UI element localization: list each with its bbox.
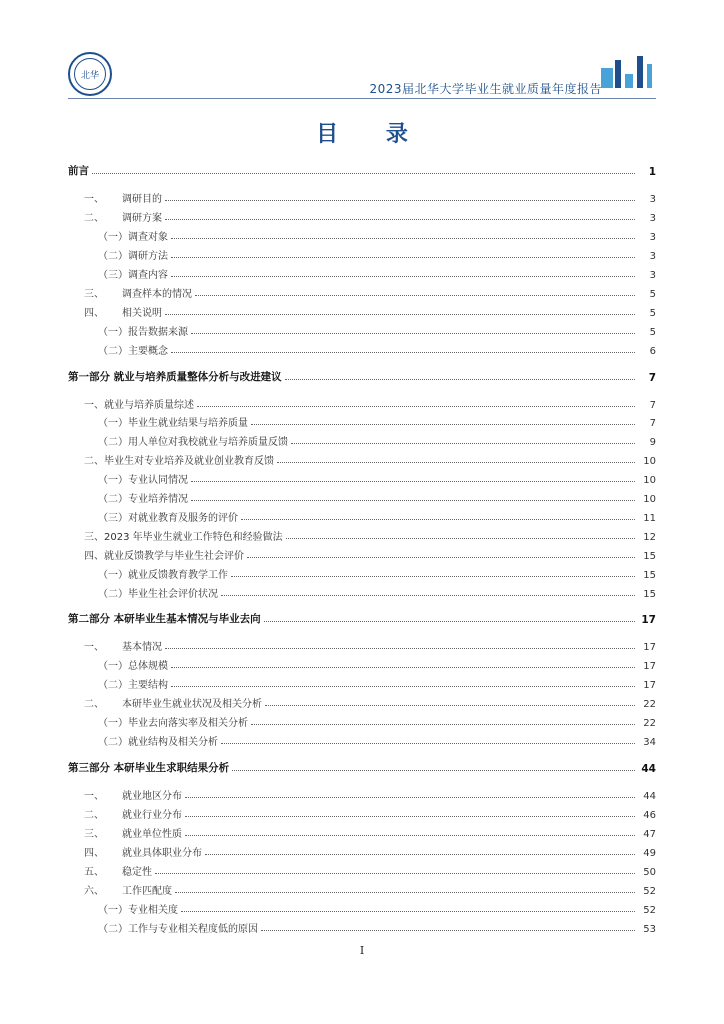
toc-entry-title <box>98 247 168 262</box>
toc-entry[interactable] <box>68 225 656 243</box>
toc-entry-label: （一）毕业生就业结果与培养质量 <box>98 418 248 429</box>
toc-entry-page: 1 <box>648 166 656 178</box>
toc-entry-number: 二、 <box>84 213 104 224</box>
toc-entry-page: 10 <box>643 494 656 505</box>
toc-entry-page: 9 <box>649 437 656 448</box>
toc-entry-label: 一、就业与培养质量综述 <box>84 400 194 411</box>
toc-entry-title <box>84 304 162 319</box>
toc-entry-label: （三）调查内容 <box>98 270 168 281</box>
toc-entry-label: （一）报告数据来源 <box>98 327 188 338</box>
toc-entry-title <box>84 806 182 821</box>
toc-leader-dots <box>241 518 635 520</box>
toc-entry-title <box>84 285 192 300</box>
toc-leader-dots <box>265 704 635 706</box>
toc-leader-dots <box>165 313 635 315</box>
toc-entry-page: 44 <box>641 763 656 775</box>
toc-leader-dots <box>247 556 635 558</box>
toc-entry-page: 3 <box>649 232 656 243</box>
toc-entry[interactable] <box>68 339 656 357</box>
toc-entry-title <box>98 657 168 672</box>
toc-entry-page: 17 <box>643 642 656 653</box>
toc-entry-title <box>84 882 172 897</box>
toc-entry-label: 三、2023 年毕业生就业工作特色和经验做法 <box>84 532 283 543</box>
toc-entry[interactable] <box>68 582 656 600</box>
logo-seal-icon: 北华 <box>74 58 106 90</box>
toc-entry-title <box>98 433 288 448</box>
toc-entry-page: 52 <box>643 886 656 897</box>
toc-leader-dots <box>251 423 635 425</box>
toc-entry-title <box>84 787 182 802</box>
toc-entry[interactable] <box>68 730 656 748</box>
report-header-title: 2023届北华大学毕业生就业质量年度报告 <box>369 82 602 96</box>
toc-entry-page: 10 <box>643 475 656 486</box>
toc-entry-number: 六、 <box>84 886 104 897</box>
toc-entry-page: 5 <box>649 327 656 338</box>
toc-entry-label: 调研方案 <box>122 213 162 224</box>
toc-entry-title <box>98 714 248 729</box>
university-logo <box>68 52 112 96</box>
toc-entry-title <box>98 228 168 243</box>
toc-leader-dots <box>232 769 635 771</box>
toc-entry-page: 7 <box>649 400 656 411</box>
toc-entry-page: 50 <box>643 867 656 878</box>
toc-entry-title <box>68 163 89 178</box>
toc-entry-title <box>84 863 152 878</box>
toc-leader-dots <box>264 620 635 622</box>
toc-entry-number: 三、 <box>84 829 104 840</box>
header-divider <box>68 98 656 99</box>
toc-entry-number: 一、 <box>84 642 104 653</box>
toc-entry-page: 17 <box>643 661 656 672</box>
toc-entry-label: 前言 <box>68 165 89 177</box>
toc-entry-label: （二）调研方法 <box>98 251 168 262</box>
toc-entry-label: （一）毕业去向落实率及相关分析 <box>98 718 248 729</box>
toc-leader-dots <box>165 218 635 220</box>
toc-entry-label: （三）对就业教育及服务的评价 <box>98 513 238 524</box>
toc-leader-dots <box>221 594 635 596</box>
toc-entry[interactable] <box>68 711 656 729</box>
toc-entry-page: 52 <box>643 905 656 916</box>
toc-leader-dots <box>185 796 635 798</box>
toc-entry[interactable] <box>68 841 656 859</box>
toc-entry-title <box>98 585 218 600</box>
toc-entry-number: 三、 <box>84 289 104 300</box>
toc-entry-number: 二、 <box>84 810 104 821</box>
toc-leader-dots <box>205 853 635 855</box>
toc-entry[interactable] <box>68 635 656 653</box>
toc-entry-label: （二）主要概念 <box>98 346 168 357</box>
toc-entry-page: 7 <box>648 372 656 384</box>
toc-entry-title <box>98 733 218 748</box>
toc-entry-label: 稳定性 <box>122 867 152 878</box>
toc-entry-page: 46 <box>643 810 656 821</box>
toc-entry-page: 5 <box>649 308 656 319</box>
toc-entry-label: 相关说明 <box>122 308 162 319</box>
toc-leader-dots <box>285 378 635 380</box>
toc-entry[interactable] <box>68 366 656 384</box>
toc-entry-title <box>98 920 258 935</box>
toc-entry-label: 二、毕业生对专业培养及就业创业教育反馈 <box>84 456 274 467</box>
toc-entry[interactable] <box>68 468 656 486</box>
toc-leader-dots <box>181 910 635 912</box>
toc-entry-page: 22 <box>643 699 656 710</box>
toc-entry-page: 12 <box>643 532 656 543</box>
toc-entry-label: （二）毕业生社会评价状况 <box>98 589 218 600</box>
toc-entry-page: 15 <box>643 551 656 562</box>
toc-entry-title <box>98 266 168 281</box>
toc-entry-title <box>68 760 229 775</box>
toc-entry-label: （二）主要结构 <box>98 680 168 691</box>
toc-entry[interactable] <box>68 320 656 338</box>
toc-entry-title <box>98 471 188 486</box>
toc-leader-dots <box>231 575 635 577</box>
toc-entry-page: 3 <box>649 251 656 262</box>
toc-entry-page: 47 <box>643 829 656 840</box>
toc-entry-label: （一）专业认同情况 <box>98 475 188 486</box>
toc-entry-label: 就业具体职业分布 <box>122 848 202 859</box>
brand-mark-icon <box>599 52 655 92</box>
toc-entry-number: 一、 <box>84 194 104 205</box>
toc-leader-dots <box>92 172 635 174</box>
toc-leader-dots <box>185 815 635 817</box>
toc-leader-dots <box>185 834 635 836</box>
toc-leader-dots <box>191 332 635 334</box>
toc-entry[interactable] <box>68 654 656 672</box>
toc-entry-label: 就业行业分布 <box>122 810 182 821</box>
toc-leader-dots <box>195 294 635 296</box>
toc-entry[interactable] <box>68 263 656 281</box>
toc-entry-page: 3 <box>649 194 656 205</box>
toc-entry-page: 6 <box>649 346 656 357</box>
toc-entry[interactable] <box>68 757 656 775</box>
toc-entry-label: （二）用人单位对我校就业与培养质量反馈 <box>98 437 288 448</box>
toc-entry-label: （一）总体规模 <box>98 661 168 672</box>
toc-entry[interactable] <box>68 898 656 916</box>
toc-entry-label: 调研目的 <box>122 194 162 205</box>
toc-entry-page: 15 <box>643 589 656 600</box>
toc-leader-dots <box>171 256 635 258</box>
toc-leader-dots <box>277 461 635 463</box>
toc-leader-dots <box>175 891 635 893</box>
toc-entry-page: 44 <box>643 791 656 802</box>
toc-leader-dots <box>165 199 635 201</box>
toc-entry[interactable] <box>68 487 656 505</box>
toc-entry-label: （一）调查对象 <box>98 232 168 243</box>
toc-leader-dots <box>171 275 635 277</box>
toc-entry-number: 五、 <box>84 867 104 878</box>
toc-leader-dots <box>191 499 635 501</box>
toc-entry-page: 5 <box>649 289 656 300</box>
toc-entry-title <box>84 695 262 710</box>
toc-entry[interactable] <box>68 525 656 543</box>
toc-entry[interactable] <box>68 860 656 878</box>
toc-entry-page: 10 <box>643 456 656 467</box>
page-header <box>0 0 724 104</box>
toc-entry[interactable] <box>68 608 656 626</box>
toc-entry-title <box>68 611 261 626</box>
toc-entry-page: 49 <box>643 848 656 859</box>
toc-entry-label: 调查样本的情况 <box>122 289 192 300</box>
toc-entry[interactable] <box>68 879 656 897</box>
toc-entry-label: 就业地区分布 <box>122 791 182 802</box>
toc-entry-number: 四、 <box>84 848 104 859</box>
toc-leader-dots <box>197 405 635 407</box>
toc-entry-title <box>84 547 244 562</box>
toc-entry-title <box>98 509 238 524</box>
page-number: I <box>359 944 365 957</box>
toc-entry-title <box>68 369 282 384</box>
toc-entry[interactable] <box>68 784 656 802</box>
toc-entry[interactable] <box>68 411 656 429</box>
toc-entry[interactable] <box>68 206 656 224</box>
toc-entry[interactable] <box>68 244 656 262</box>
toc-entry-label: 本研毕业生就业状况及相关分析 <box>122 699 262 710</box>
toc-entry-number: 二、 <box>84 699 104 710</box>
toc-entry-title <box>84 528 283 543</box>
toc-entry[interactable] <box>68 803 656 821</box>
toc-entry-label: 第三部分 本研毕业生求职结果分析 <box>68 762 230 774</box>
toc-entry[interactable] <box>68 822 656 840</box>
toc-leader-dots <box>251 723 635 725</box>
toc-entry-title <box>84 190 162 205</box>
toc-entry[interactable] <box>68 917 656 935</box>
toc-entry-title <box>84 396 194 411</box>
toc-entry-label: 基本情况 <box>122 642 162 653</box>
toc-entry[interactable] <box>68 187 656 205</box>
toc-entry-title <box>84 638 162 653</box>
toc-entry-title <box>98 414 248 429</box>
toc-entry-page: 17 <box>643 680 656 691</box>
toc-entry-page: 3 <box>649 270 656 281</box>
toc-entry-label: 就业单位性质 <box>122 829 182 840</box>
toc-entry-title <box>84 452 274 467</box>
toc-entry-label: （一）专业相关度 <box>98 905 178 916</box>
toc-entry[interactable] <box>68 673 656 691</box>
toc-leader-dots <box>171 351 635 353</box>
toc-entry-page: 17 <box>641 614 656 626</box>
toc-leader-dots <box>165 647 635 649</box>
toc-entry[interactable] <box>68 301 656 319</box>
toc-entry-label: （一）就业反馈教育教学工作 <box>98 570 228 581</box>
toc-entry[interactable] <box>68 692 656 710</box>
toc-entry-page: 22 <box>643 718 656 729</box>
toc-entry-title <box>98 901 178 916</box>
toc-leader-dots <box>286 537 635 539</box>
toc-entry-title <box>98 490 188 505</box>
toc-entry[interactable] <box>68 430 656 448</box>
toc-leader-dots <box>171 666 635 668</box>
toc-entry[interactable] <box>68 506 656 524</box>
toc-entry-page: 15 <box>643 570 656 581</box>
toc-entry[interactable] <box>68 544 656 562</box>
toc-entry[interactable] <box>68 393 656 411</box>
toc-leader-dots <box>221 742 635 744</box>
toc-entry-number: 一、 <box>84 791 104 802</box>
page-title: 目 录 <box>316 122 428 147</box>
toc-entry-page: 53 <box>643 924 656 935</box>
toc-entry-title <box>84 825 182 840</box>
toc-entry-title <box>98 676 168 691</box>
toc-entry-title <box>84 209 162 224</box>
toc-entry[interactable] <box>68 449 656 467</box>
toc-entry-page: 7 <box>649 418 656 429</box>
toc-entry-title <box>98 323 188 338</box>
toc-leader-dots <box>261 929 635 931</box>
toc-entry-label: （二）专业培养情况 <box>98 494 188 505</box>
toc-leader-dots <box>191 480 635 482</box>
toc-entry-label: 工作匹配度 <box>122 886 172 897</box>
toc-entry[interactable] <box>68 282 656 300</box>
toc-entry-number: 四、 <box>84 308 104 319</box>
toc-entry-label: 第二部分 本研毕业生基本情况与毕业去向 <box>68 613 261 625</box>
toc-leader-dots <box>155 872 635 874</box>
toc-entry-title <box>98 342 168 357</box>
toc-entry[interactable] <box>68 563 656 581</box>
toc-entry-label: 四、就业反馈教学与毕业生社会评价 <box>84 551 244 562</box>
toc-entry[interactable] <box>68 160 656 178</box>
toc-entry-label: 第一部分 就业与培养质量整体分析与改进建议 <box>68 371 282 383</box>
toc-leader-dots <box>171 237 635 239</box>
toc-leader-dots <box>291 442 635 444</box>
toc-leader-dots <box>171 685 635 687</box>
toc-entry-title <box>98 566 228 581</box>
toc-entry-label: （二）工作与专业相关程度低的原因 <box>98 924 258 935</box>
toc-entry-title <box>84 844 202 859</box>
toc-entry-page: 11 <box>643 513 656 524</box>
toc-entry-label: （二）就业结构及相关分析 <box>98 737 218 748</box>
toc-entry-page: 34 <box>643 737 656 748</box>
toc-entry-page: 3 <box>649 213 656 224</box>
